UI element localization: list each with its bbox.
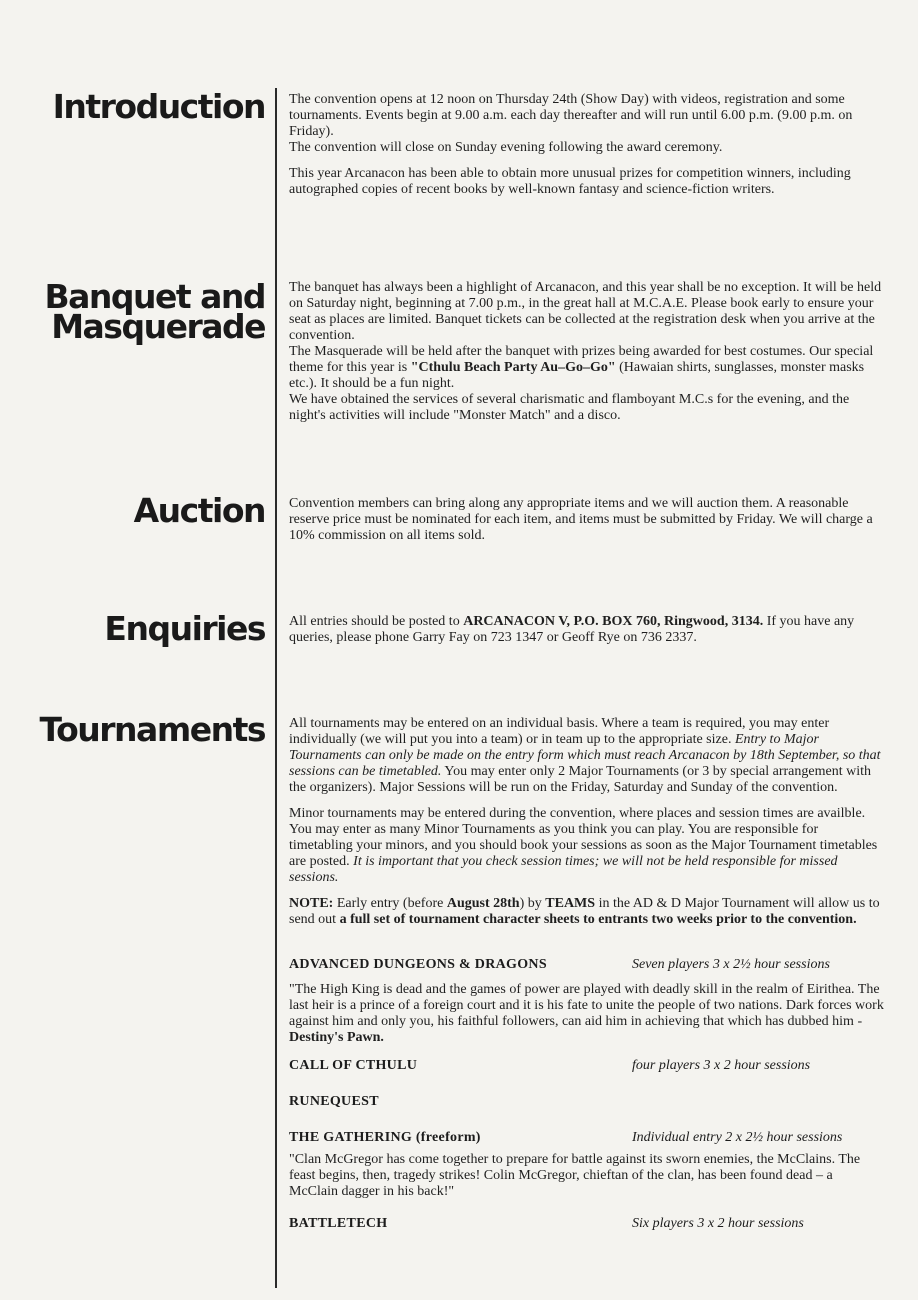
section-auction — [289, 496, 884, 544]
tournaments-p2-italic: It is important that you check session times; we will not be held responsible for missed sessions. — [289, 854, 838, 885]
heading-tournaments: Tournaments — [39, 710, 265, 749]
add-blurb-bold: Destiny's Pawn. — [289, 1030, 384, 1045]
introduction-paragraph-3: This year Arcanacon has been able to obtain more unusual prizes for competition winners, including autographed copies of recent books by well-known fantasy and science-fiction writers. — [289, 166, 851, 197]
note-text-c: in the AD & D Major Tournament will allow us to send out — [289, 896, 880, 927]
heading-banquet-line2: Masquerade — [51, 307, 265, 346]
section-enquiries — [289, 614, 884, 646]
heading-auction: Auction — [133, 491, 265, 530]
game-name: BATTLETECH — [289, 1216, 388, 1231]
heading-banquet-line1: Banquet and — [44, 277, 265, 316]
game-row-call-of-cthulu — [289, 1058, 884, 1076]
heading-banquet-masquerade — [44, 277, 265, 346]
game-row-runequest — [289, 1094, 884, 1112]
note-date: August 28th — [446, 896, 520, 911]
enquiries-paragraph-1 — [289, 614, 884, 646]
banquet-theme: "Cthulu Beach Party Au–Go–Go" — [410, 360, 616, 375]
section-banquet — [289, 280, 884, 424]
game-detail: Six players 3 x 2 hour sessions — [632, 1216, 804, 1231]
tournaments-paragraph-2 — [289, 806, 884, 886]
game-blurb-add — [289, 982, 884, 1046]
heading-enquiries: Enquiries — [104, 609, 265, 648]
vertical-divider-rule — [275, 88, 277, 1288]
banquet-paragraph-1: The banquet has always been a highlight of Arcanacon, and this year shall be no exception. It will be held on Saturday night, beginning at 7.00 p.m., in the great hall at M.C.A.E. Please book early to ensure your seat as places are limited. Banquet tickets can be collected at the registration desk when you arrive at the convention. — [289, 280, 882, 343]
section-tournaments — [289, 716, 884, 928]
game-detail: Seven players 3 x 2½ hour sessions — [632, 957, 830, 972]
tournaments-p1-italic: Entry to Major Tournaments can only be made on the entry form which must reach Arcanacon by 18th September, so that sessions can be timetabled. — [289, 732, 881, 779]
auction-paragraph-1: Convention members can bring along any appropriate items and we will auction them. A reasonable reserve price must be nominated for each item, and items must be submitted by Friday. We will charge a 10% commission on all items sold. — [289, 496, 873, 543]
banquet-paragraph-2 — [289, 344, 884, 392]
heading-introduction: Introduction — [52, 87, 265, 126]
game-row-battletech — [289, 1216, 884, 1234]
enquiries-address: ARCANACON V, P.O. BOX 760, Ringwood, 3134. — [463, 614, 764, 629]
banquet-paragraph-3: We have obtained the services of several charismatic and flamboyant M.C.s for the evening, and the night's activities will include "Monster Match" and a disco. — [289, 392, 850, 423]
tournaments-p1-text-b: You may enter only 2 Major Tournaments (or 3 by special arrangement with the organizers). Major Sessions will be run on the Friday, Saturday and Sunday of the convention. — [289, 764, 871, 795]
game-row-add — [289, 957, 884, 975]
note-label: NOTE: — [289, 896, 334, 911]
introduction-paragraph-1: The convention opens at 12 noon on Thursday 24th (Show Day) with videos, registration and some tournaments. Events begin at 9.00 a.m. each day thereafter and will run until 6.00 p.m. (9.00 p.m. on Friday). — [289, 92, 853, 139]
add-blurb-a: "The High King is dead and the games of power are played with deadly skill in the realm of Eirithea. The last heir is a prince of a foreign court and it is his fate to unite the people of two nations. Dark forces work against him and only you, his faithful followers, can aid him in achieving that which has dubbed him - — [289, 982, 884, 1029]
section-introduction — [289, 92, 884, 208]
game-blurb-text — [289, 982, 884, 1046]
note-text-b: ) by — [519, 896, 546, 911]
tournaments-p1-text-a: All tournaments may be entered on an individual basis. Where a team is required, you may enter individually (we will put you into a team) or in team up to the appropriate size. — [289, 716, 830, 747]
game-name: RUNEQUEST — [289, 1094, 379, 1109]
note-bold: a full set of tournament character sheets to entrants two weeks prior to the convention. — [339, 912, 857, 927]
banquet-p2-text-b: (Hawaian shirts, sunglasses, monster masks etc.). It should be a fun night. — [289, 360, 865, 391]
game-detail: Individual entry 2 x 2½ hour sessions — [632, 1130, 843, 1145]
introduction-paragraph-2: The convention will close on Sunday evening following the award ceremony. — [289, 140, 723, 155]
game-detail: four players 3 x 2 hour sessions — [632, 1058, 811, 1073]
game-name: CALL OF CTHULU — [289, 1058, 418, 1073]
game-name: ADVANCED DUNGEONS & DRAGONS — [289, 957, 547, 972]
note-text-a: Early entry (before — [333, 896, 447, 911]
game-name: THE GATHERING (freeform) — [289, 1130, 481, 1145]
enquiries-text-b: If you have any queries, please phone Garry Fay on 723 1347 or Geoff Rye on 736 2337. — [289, 614, 855, 645]
game-row-the-gathering — [289, 1130, 884, 1148]
banquet-p2-text-a: The Masquerade will be held after the banquet with prizes being awarded for best costumes. Our special theme for this year is — [289, 344, 874, 375]
game-blurb-text: "Clan McGregor has come together to prepare for battle against its sworn enemies, the McClains. The feast begins, then, tragedy strikes! Colin McGregor, chieftan of the clan, has been found dead – a McClain dagger in his back!" — [289, 1152, 861, 1199]
enquiries-text-a: All entries should be posted to — [289, 614, 464, 629]
tournaments-paragraph-1 — [289, 716, 884, 796]
note-teams: TEAMS — [545, 896, 596, 911]
game-blurb-the-gathering — [289, 1152, 884, 1200]
tournaments-note — [289, 896, 884, 928]
tournaments-p2-text-a: Minor tournaments may be entered during the convention, where places and session times are availble. You may enter as many Minor Tournaments as you think you can play. You are responsible for timetabling your minors, and you should book your sessions as soon as the Major Tournament timetables are posted. — [289, 806, 878, 869]
